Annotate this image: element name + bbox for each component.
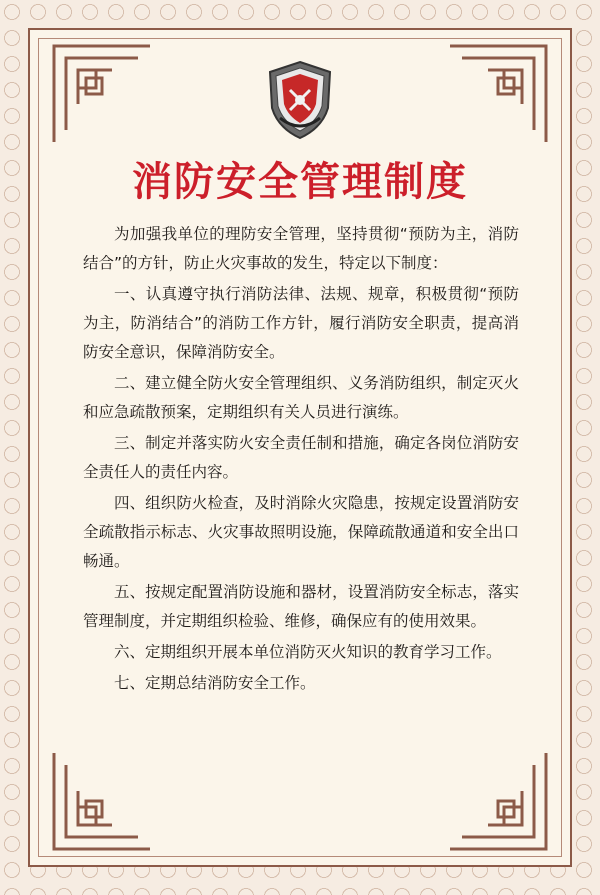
- rule-item: 一、认真遵守执行消防法律、法规、规章，积极贯彻“预防为主，防消结合”的消防工作方针，履行消防安全职责，提高消防安全意识，保障消防安全。: [83, 285, 519, 361]
- corner-ornament-bottom-right: [448, 751, 548, 851]
- rule-item: 五、按规定配置消防设施和器材，设置消防安全标志，落实管理制度，并定期组织检验、维修，确保应有的使用效果。: [83, 583, 519, 630]
- corner-ornament-top-right: [448, 44, 548, 144]
- rule-item: 七、定期总结消防安全工作。: [114, 674, 316, 692]
- page-title: 消防安全管理制度: [132, 159, 468, 205]
- regulation-text: [83, 220, 519, 700]
- rule-item: 四、组织防火检查，及时消除火灾隐患，按规定设置消防安全疏散指示标志、火灾事故照明设施，保障疏散通道和安全出口畅通。: [83, 494, 519, 570]
- rule-item: 六、定期组织开展本单位消防灭火知识的教育学习工作。: [114, 643, 502, 661]
- intro-paragraph: 为加强我单位的理防安全管理，坚持贯彻“预防为主，消防结合”的方针，防止火灾事故的发生，特定以下制度：: [83, 225, 519, 272]
- fire-department-emblem-icon: [264, 60, 336, 140]
- corner-ornament-top-left: [52, 44, 152, 144]
- corner-ornament-bottom-left: [52, 751, 152, 851]
- rule-item: 三、制定并落实防火安全责任制和措施，确定各岗位消防安全责任人的责任内容。: [83, 434, 519, 481]
- rule-item: 二、建立健全防火安全管理组织、义务消防组织，制定灭火和应急疏散预案，定期组织有关人员进行演练。: [83, 374, 519, 421]
